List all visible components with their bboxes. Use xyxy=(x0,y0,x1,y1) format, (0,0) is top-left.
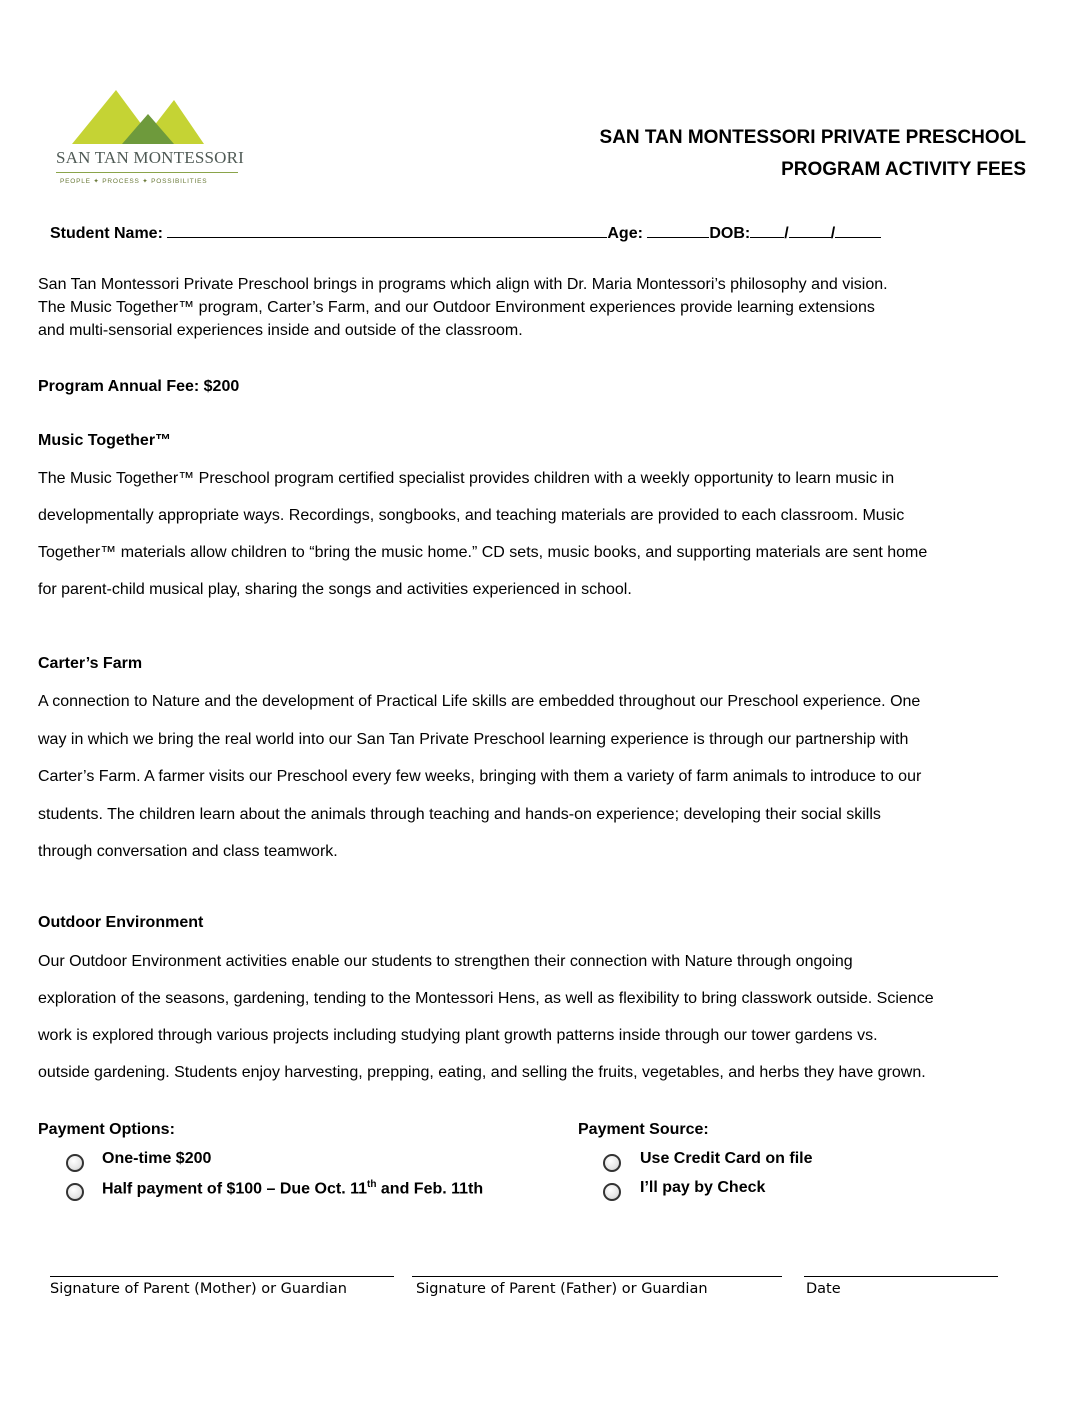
outdoor-environment-body xyxy=(38,943,1058,1091)
payment-options-label: Payment Options: xyxy=(38,1121,175,1138)
intro-line: The Music Together™ program, Carter’s Farm, and our Outdoor Environment experiences provide learning extensions xyxy=(38,299,875,316)
body-line: work is explored through various projects including studying plant growth patterns inside through our tower gardens vs. xyxy=(38,1027,878,1044)
mountains-logo-icon xyxy=(52,86,242,148)
logo-tagline: PEOPLE ✦ PROCESS ✦ POSSIBILITIES xyxy=(60,178,208,185)
age-field[interactable] xyxy=(647,221,709,238)
date-label: Date xyxy=(806,1281,841,1297)
dob-day-field[interactable] xyxy=(789,221,831,238)
carters-farm-body xyxy=(38,683,1058,871)
body-line: The Music Together™ Preschool program certified specialist provides children with a weekly opportunity to learn music in xyxy=(38,470,895,487)
body-line: Together™ materials allow children to “bring the music home.” CD sets, music books, and supporting materials are sent home xyxy=(38,544,928,561)
check-radio[interactable] xyxy=(603,1183,621,1201)
intro-line: and multi-sensorial experiences inside and outside of the classroom. xyxy=(38,322,523,339)
body-line: Carter’s Farm. A farmer visits our Preschool every few weeks, bringing with them a variety of farm animals to introduce to our xyxy=(38,768,922,785)
logo-divider xyxy=(56,172,238,173)
logo-wordmark: SAN TAN MONTESSORI xyxy=(56,148,245,167)
student-info-line xyxy=(50,221,881,243)
student-name-label: Student Name: xyxy=(50,225,163,242)
body-line: students. The children learn about the animals through teaching and hands-on experience; developing their social skills xyxy=(38,805,881,823)
music-together-body xyxy=(38,460,1058,608)
credit-card-label: Use Credit Card on file xyxy=(640,1150,813,1167)
one-time-radio[interactable] xyxy=(66,1154,84,1172)
intro-paragraph xyxy=(38,273,1058,342)
body-line: A connection to Nature and the development of Practical Life skills are embedded throughout our Preschool experience. One xyxy=(38,693,921,710)
half-payment-text-end: and Feb. 11th xyxy=(376,1180,484,1198)
body-line: Our Outdoor Environment activities enable our students to strengthen their connection with Nature through ongoing xyxy=(38,953,853,970)
carters-farm-heading: Carter’s Farm xyxy=(38,655,143,672)
payment-source-label: Payment Source: xyxy=(578,1121,709,1138)
student-name-field[interactable] xyxy=(167,221,607,238)
school-logo xyxy=(52,86,245,190)
one-time-label: One-time $200 xyxy=(102,1150,212,1167)
body-line: developmentally appropriate ways. Recordings, songbooks, and teaching materials are provided to each classroom. Music xyxy=(38,507,905,524)
outdoor-environment-heading: Outdoor Environment xyxy=(38,914,204,931)
mother-signature-label: Signature of Parent (Mother) or Guardian xyxy=(50,1281,348,1297)
ordinal-suffix: th xyxy=(367,1179,377,1190)
body-line: exploration of the seasons, gardening, tending to the Montessori Hens, as well as flexibility to bring classwork outside. Science xyxy=(38,990,934,1007)
half-payment-label xyxy=(102,1179,483,1198)
intro-line: San Tan Montessori Private Preschool brings in programs which align with Dr. Maria Montessori’s philosophy and vision. xyxy=(38,276,888,293)
dob-month-field[interactable] xyxy=(750,221,784,238)
document-title: SAN TAN MONTESSORI PRIVATE PRESCHOOL xyxy=(599,127,1026,148)
mother-signature-line[interactable] xyxy=(50,1276,394,1277)
age-label: Age: xyxy=(607,225,643,242)
music-together-heading: Music Together™ xyxy=(38,432,172,449)
body-line: through conversation and class teamwork. xyxy=(38,843,338,860)
dob-year-field[interactable] xyxy=(835,221,881,238)
dob-label: DOB: xyxy=(709,225,751,242)
body-line: way in which we bring the real world into our San Tan Private Preschool learning experience is through our partnership with xyxy=(38,730,909,748)
dob-separator: / xyxy=(784,225,789,242)
dob-separator: / xyxy=(830,225,836,242)
check-label: I’ll pay by Check xyxy=(640,1179,766,1196)
half-payment-text: Half payment of $100 – Due Oct. 11 xyxy=(102,1180,367,1198)
annual-fee: Program Annual Fee: $200 xyxy=(38,378,240,395)
credit-card-radio[interactable] xyxy=(603,1154,621,1172)
body-line: outside gardening. Students enjoy harvesting, prepping, eating, and selling the fruits, vegetables, and herbs they have grown. xyxy=(38,1064,926,1081)
date-line[interactable] xyxy=(804,1276,998,1277)
body-line: for parent-child musical play, sharing the songs and activities experienced in school. xyxy=(38,581,632,598)
document-subtitle: PROGRAM ACTIVITY FEES xyxy=(781,159,1026,180)
half-payment-radio[interactable] xyxy=(66,1183,84,1201)
father-signature-line[interactable] xyxy=(412,1276,782,1277)
father-signature-label: Signature of Parent (Father) or Guardian xyxy=(416,1281,708,1297)
